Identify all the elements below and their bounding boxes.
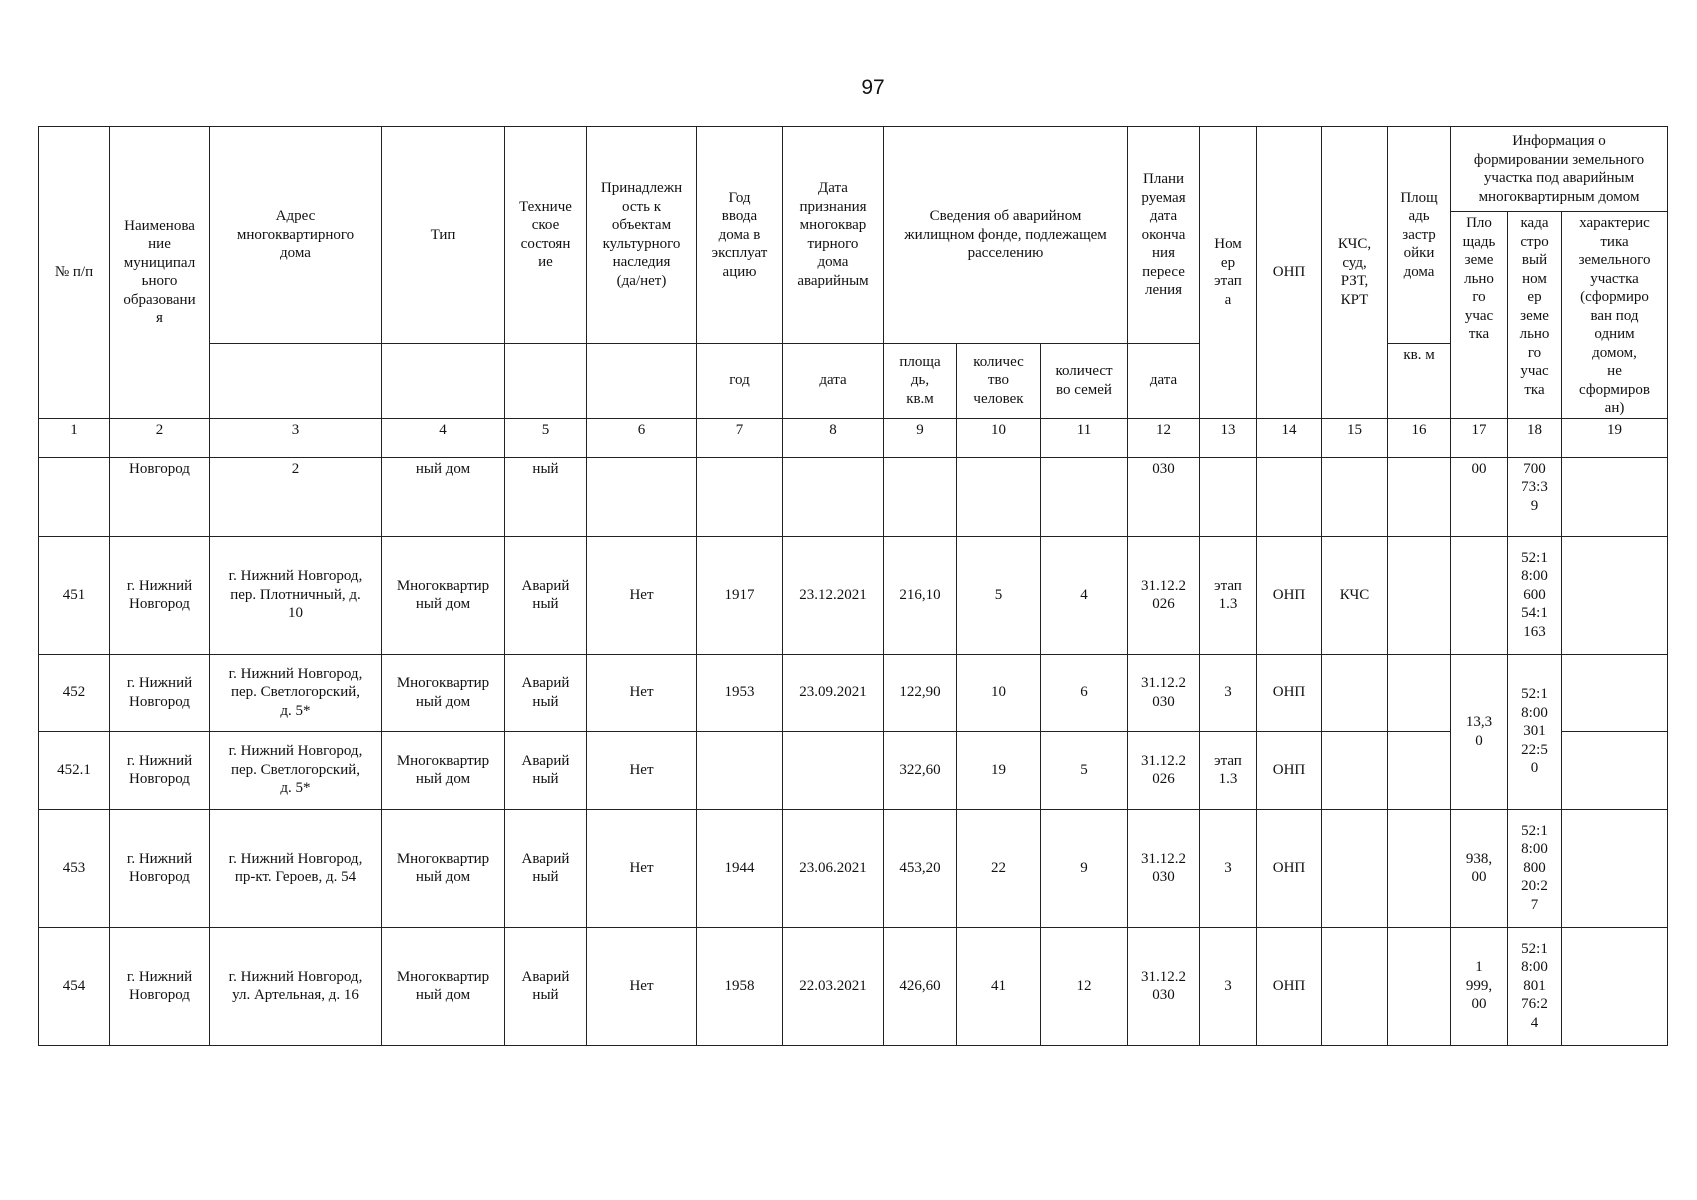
row-type: Многоквартир ный дом [382,654,505,731]
header-type: Тип [382,127,505,344]
unit-families: количест во семей [1041,343,1128,418]
row-plot-area: 938, 00 [1451,809,1508,927]
row-families: 6 [1041,654,1128,731]
row-municipality: г. Нижний Новгород [110,536,210,654]
row-year: 1953 [697,654,783,731]
col-number: 13 [1200,418,1257,457]
row-date: 22.03.2021 [783,927,884,1045]
row-municipality: г. Нижний Новгород [110,654,210,731]
row-state: Аварий ный [505,809,587,927]
unit-year: год [697,343,783,418]
row-build-area [1388,654,1451,731]
col-number: 3 [210,418,382,457]
row-area: 216,10 [884,536,957,654]
col-number: 7 [697,418,783,457]
row-address: г. Нижний Новгород, пр-кт. Героев, д. 54 [210,809,382,927]
header-address: Адрес многоквартирного дома [210,127,382,344]
row-municipality: г. Нижний Новгород [110,731,210,809]
row-plot-char [1562,731,1668,809]
row-heritage: Нет [587,654,697,731]
col-number: 2 [110,418,210,457]
header-plot-char: характерис тика земельного участка (сформиро ван под одним домом, не сформиров ан) [1562,212,1668,419]
row-address: г. Нижний Новгород, ул. Артельная, д. 16 [210,927,382,1045]
row-type: Многоквартир ный дом [382,731,505,809]
row-build-area [1388,536,1451,654]
header-year: Год ввода дома в эксплуат ацию [697,127,783,344]
header-cadastre: када стро вый ном ер земе льно го учас тка [1508,212,1562,419]
unit-heritage-empty [587,343,697,418]
table-row [39,536,1668,654]
row-heritage: Нет [587,927,697,1045]
row-num: 451 [39,536,110,654]
table-row [39,809,1668,927]
row-plot-char [1562,536,1668,654]
row-plot-char [1562,654,1668,731]
col-number: 9 [884,418,957,457]
header-heritage: Принадлежн ость к объектам культурного наследия (да/нет) [587,127,697,344]
row-families: 9 [1041,809,1128,927]
row-state: Аварий ный [505,654,587,731]
row-cadastre: 52:1 8:00 801 76:2 4 [1508,927,1562,1045]
col-number: 5 [505,418,587,457]
row-onp: ОНП [1257,536,1322,654]
row-address: г. Нижний Новгород, пер. Светлогорский, д. 5* [210,731,382,809]
row-stage: этап 1.3 [1200,536,1257,654]
row-address: г. Нижний Новгород, пер. Плотничный, д. 10 [210,536,382,654]
row-plot-area: 13,3 0 [1451,654,1508,809]
row-onp: ОНП [1257,927,1322,1045]
row-cadastre: 52:1 8:00 800 20:2 7 [1508,809,1562,927]
row-plot-area: 1 999, 00 [1451,927,1508,1045]
row-date [783,731,884,809]
row-build-area [1388,927,1451,1045]
col-number: 10 [957,418,1041,457]
row-municipality: г. Нижний Новгород [110,809,210,927]
unit-area: площа дь, кв.м [884,343,957,418]
row-people: 10 [957,654,1041,731]
col-number: 17 [1451,418,1508,457]
row-num: 452.1 [39,731,110,809]
header-housing-info: Сведения об аварийном жилищном фонде, подлежащем расселению [884,127,1128,344]
table-row [39,927,1668,1045]
cont-municipality: Новгород [110,457,210,536]
cont-address: 2 [210,457,382,536]
header-kchs: КЧС, суд, РЗТ, КРТ [1322,127,1388,419]
row-area: 453,20 [884,809,957,927]
row-municipality: г. Нижний Новгород [110,927,210,1045]
col-number: 14 [1257,418,1322,457]
col-number: 6 [587,418,697,457]
unit-plan-date: дата [1128,343,1200,418]
col-number: 11 [1041,418,1128,457]
row-plot-char [1562,927,1668,1045]
row-address: г. Нижний Новгород, пер. Светлогорский, д. 5* [210,654,382,731]
row-plan-date: 31.12.2 026 [1128,731,1200,809]
col-number: 12 [1128,418,1200,457]
emergency-housing-table [38,126,1668,1046]
row-cadastre: 52:1 8:00 600 54:1 163 [1508,536,1562,654]
unit-build-area: кв. м [1388,343,1451,418]
unit-people: количес тво человек [957,343,1041,418]
row-people: 22 [957,809,1041,927]
cont-plot-area: 00 [1451,457,1508,536]
row-state: Аварий ный [505,927,587,1045]
row-date: 23.09.2021 [783,654,884,731]
header-recognition-date: Дата признания многоквар тирного дома аварийным [783,127,884,344]
col-number: 15 [1322,418,1388,457]
row-area: 122,90 [884,654,957,731]
row-area: 322,60 [884,731,957,809]
unit-date: дата [783,343,884,418]
row-people: 19 [957,731,1041,809]
col-number: 16 [1388,418,1451,457]
row-plan-date: 31.12.2 030 [1128,927,1200,1045]
row-onp: ОНП [1257,731,1322,809]
row-type: Многоквартир ный дом [382,536,505,654]
table-row [39,654,1668,731]
row-people: 5 [957,536,1041,654]
header-plan-date: Плани руемая дата оконча ния пересе ления [1128,127,1200,344]
row-date: 23.06.2021 [783,809,884,927]
row-kchs [1322,654,1388,731]
row-families: 5 [1041,731,1128,809]
row-year: 1958 [697,927,783,1045]
row-plan-date: 31.12.2 026 [1128,536,1200,654]
row-plan-date: 31.12.2 030 [1128,654,1200,731]
row-stage: 3 [1200,927,1257,1045]
row-plot-char [1562,809,1668,927]
row-build-area [1388,809,1451,927]
row-onp: ОНП [1257,809,1322,927]
col-number: 18 [1508,418,1562,457]
row-state: Аварий ный [505,536,587,654]
row-families: 4 [1041,536,1128,654]
row-type: Многоквартир ный дом [382,809,505,927]
cont-cadastre: 700 73:3 9 [1508,457,1562,536]
row-kchs [1322,927,1388,1045]
row-onp: ОНП [1257,654,1322,731]
header-num: № п/п [39,127,110,419]
row-num: 454 [39,927,110,1045]
header-row-units [39,343,1668,418]
row-plan-date: 31.12.2 030 [1128,809,1200,927]
row-area: 426,60 [884,927,957,1045]
row-people: 41 [957,927,1041,1045]
cont-type: ный дом [382,457,505,536]
row-stage: 3 [1200,654,1257,731]
row-families: 12 [1041,927,1128,1045]
row-heritage: Нет [587,731,697,809]
cont-num [39,457,110,536]
cont-plan-date: 030 [1128,457,1200,536]
header-tech-state: Техниче ское состоян ие [505,127,587,344]
row-stage: этап 1.3 [1200,731,1257,809]
unit-state-empty [505,343,587,418]
row-kchs [1322,731,1388,809]
col-number: 1 [39,418,110,457]
unit-address-empty [210,343,382,418]
header-municipality: Наименова ние муниципал ьного образовани я [110,127,210,419]
header-plot-area: Пло щадь земе льно го учас тка [1451,212,1508,419]
header-build-area: Площ адь застр ойки дома [1388,127,1451,344]
row-heritage: Нет [587,536,697,654]
header-land-info: Информация о формировании земельного участка под аварийным многоквартирным домом [1451,127,1668,212]
unit-type-empty [382,343,505,418]
row-plot-area [1451,536,1508,654]
row-num: 453 [39,809,110,927]
continuation-row [39,457,1668,536]
header-row-top [39,127,1668,212]
row-type: Многоквартир ный дом [382,927,505,1045]
row-year: 1917 [697,536,783,654]
col-number: 4 [382,418,505,457]
header-onp: ОНП [1257,127,1322,419]
row-state: Аварий ный [505,731,587,809]
cont-state: ный [505,457,587,536]
row-kchs [1322,809,1388,927]
row-stage: 3 [1200,809,1257,927]
table-row [39,731,1668,809]
row-year: 1944 [697,809,783,927]
row-kchs: КЧС [1322,536,1388,654]
row-year [697,731,783,809]
row-cadastre: 52:1 8:00 301 22:5 0 [1508,654,1562,809]
page-number: 97 [861,76,885,99]
col-number: 8 [783,418,884,457]
row-heritage: Нет [587,809,697,927]
column-number-row [39,418,1668,457]
row-num: 452 [39,654,110,731]
row-date: 23.12.2021 [783,536,884,654]
header-stage: Ном ер этап а [1200,127,1257,419]
col-number: 19 [1562,418,1668,457]
row-build-area [1388,731,1451,809]
